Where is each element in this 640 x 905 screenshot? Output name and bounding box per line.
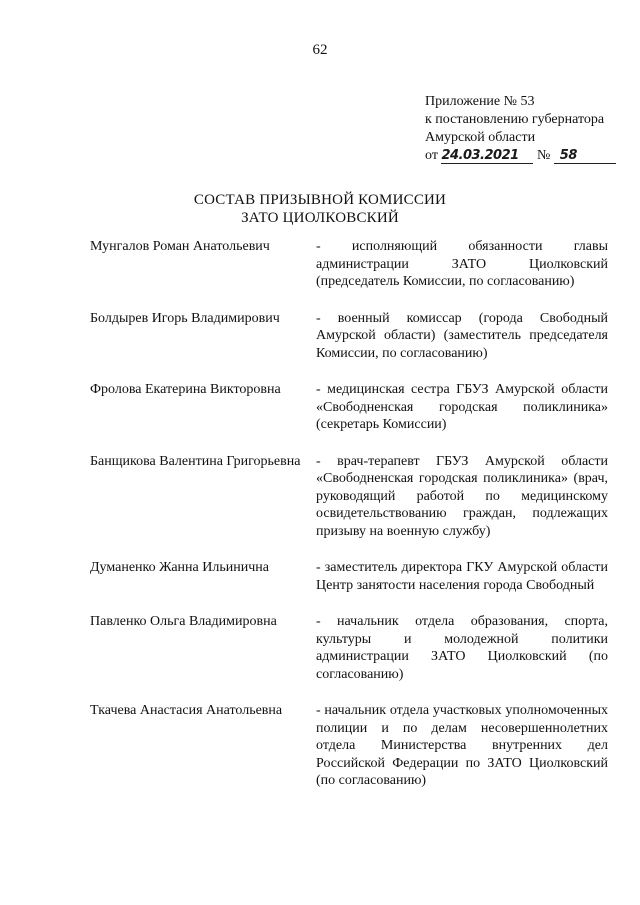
member-name: Банщикова Валентина Григорьевна bbox=[90, 453, 301, 469]
title-line-2: ЗАТО ЦИОЛКОВСКИЙ bbox=[241, 210, 399, 226]
member-row bbox=[90, 453, 608, 541]
member-role: - медицинская сестра ГБУЗ Амурской области «Свободненская городская поликлиника» (секретарь Комиссии) bbox=[316, 382, 608, 432]
member-row bbox=[90, 613, 608, 683]
member-role: - исполняющий обязанности главы администрации ЗАТО Циолковский (председатель Комиссии, по согласованию) bbox=[316, 239, 608, 289]
member-row bbox=[90, 702, 608, 790]
member-row bbox=[90, 238, 608, 291]
member-row bbox=[90, 381, 608, 434]
member-role: - заместитель директора ГКУ Амурской области Центр занятости населения города Свободный bbox=[316, 560, 608, 593]
number-prefix: № bbox=[536, 148, 551, 163]
member-role: - врач-терапевт ГБУЗ Амурской области «Свободненская городская поликлиника» (врач, руководящий работой по медицинскому освидетельствованию граждан, подлежащих призыву на военную службу) bbox=[316, 453, 608, 539]
annex-block bbox=[425, 93, 625, 165]
member-role: - военный комиссар (города Свободный Амурской области) (заместитель председателя Комиссии, по согласованию) bbox=[316, 310, 608, 361]
annex-reference: к постановлению губернатора bbox=[425, 112, 605, 127]
annex-title: Приложение № 53 bbox=[425, 94, 535, 109]
member-name: Ткачева Анастасия Анатольевна bbox=[90, 703, 283, 718]
annex-region: Амурской области bbox=[425, 130, 536, 145]
member-row bbox=[90, 310, 608, 363]
member-name: Болдырев Игорь Владимирович bbox=[90, 310, 280, 326]
date-prefix: от bbox=[425, 148, 438, 163]
member-role: - начальник отдела образования, спорта, культуры и молодежной политики администрации ЗАТО Циолковский (по согласованию) bbox=[316, 614, 608, 682]
handwritten-number: 58 bbox=[554, 149, 616, 164]
member-name: Думаненко Жанна Ильинична bbox=[90, 560, 269, 575]
handwritten-date: 24.03.2021 bbox=[441, 149, 533, 164]
member-role: - начальник отдела участковых уполномоченных полиции и по делам несовершеннолетних отдела Министерства внутренних дел Российской Федерации по ЗАТО Циолковский (по согласованию) bbox=[316, 703, 608, 788]
title-line-1: СОСТАВ ПРИЗЫВНОЙ КОМИССИИ bbox=[193, 192, 447, 208]
member-name: Мунгалов Роман Анатольевич bbox=[90, 239, 270, 254]
page-number: 62 bbox=[312, 42, 328, 58]
document-title bbox=[0, 191, 640, 227]
member-row bbox=[90, 559, 608, 594]
member-name: Фролова Екатерина Викторовна bbox=[90, 382, 281, 397]
annex-date-row bbox=[425, 147, 625, 165]
member-name: Павленко Ольга Владимировна bbox=[90, 614, 277, 629]
members-list bbox=[90, 238, 608, 790]
